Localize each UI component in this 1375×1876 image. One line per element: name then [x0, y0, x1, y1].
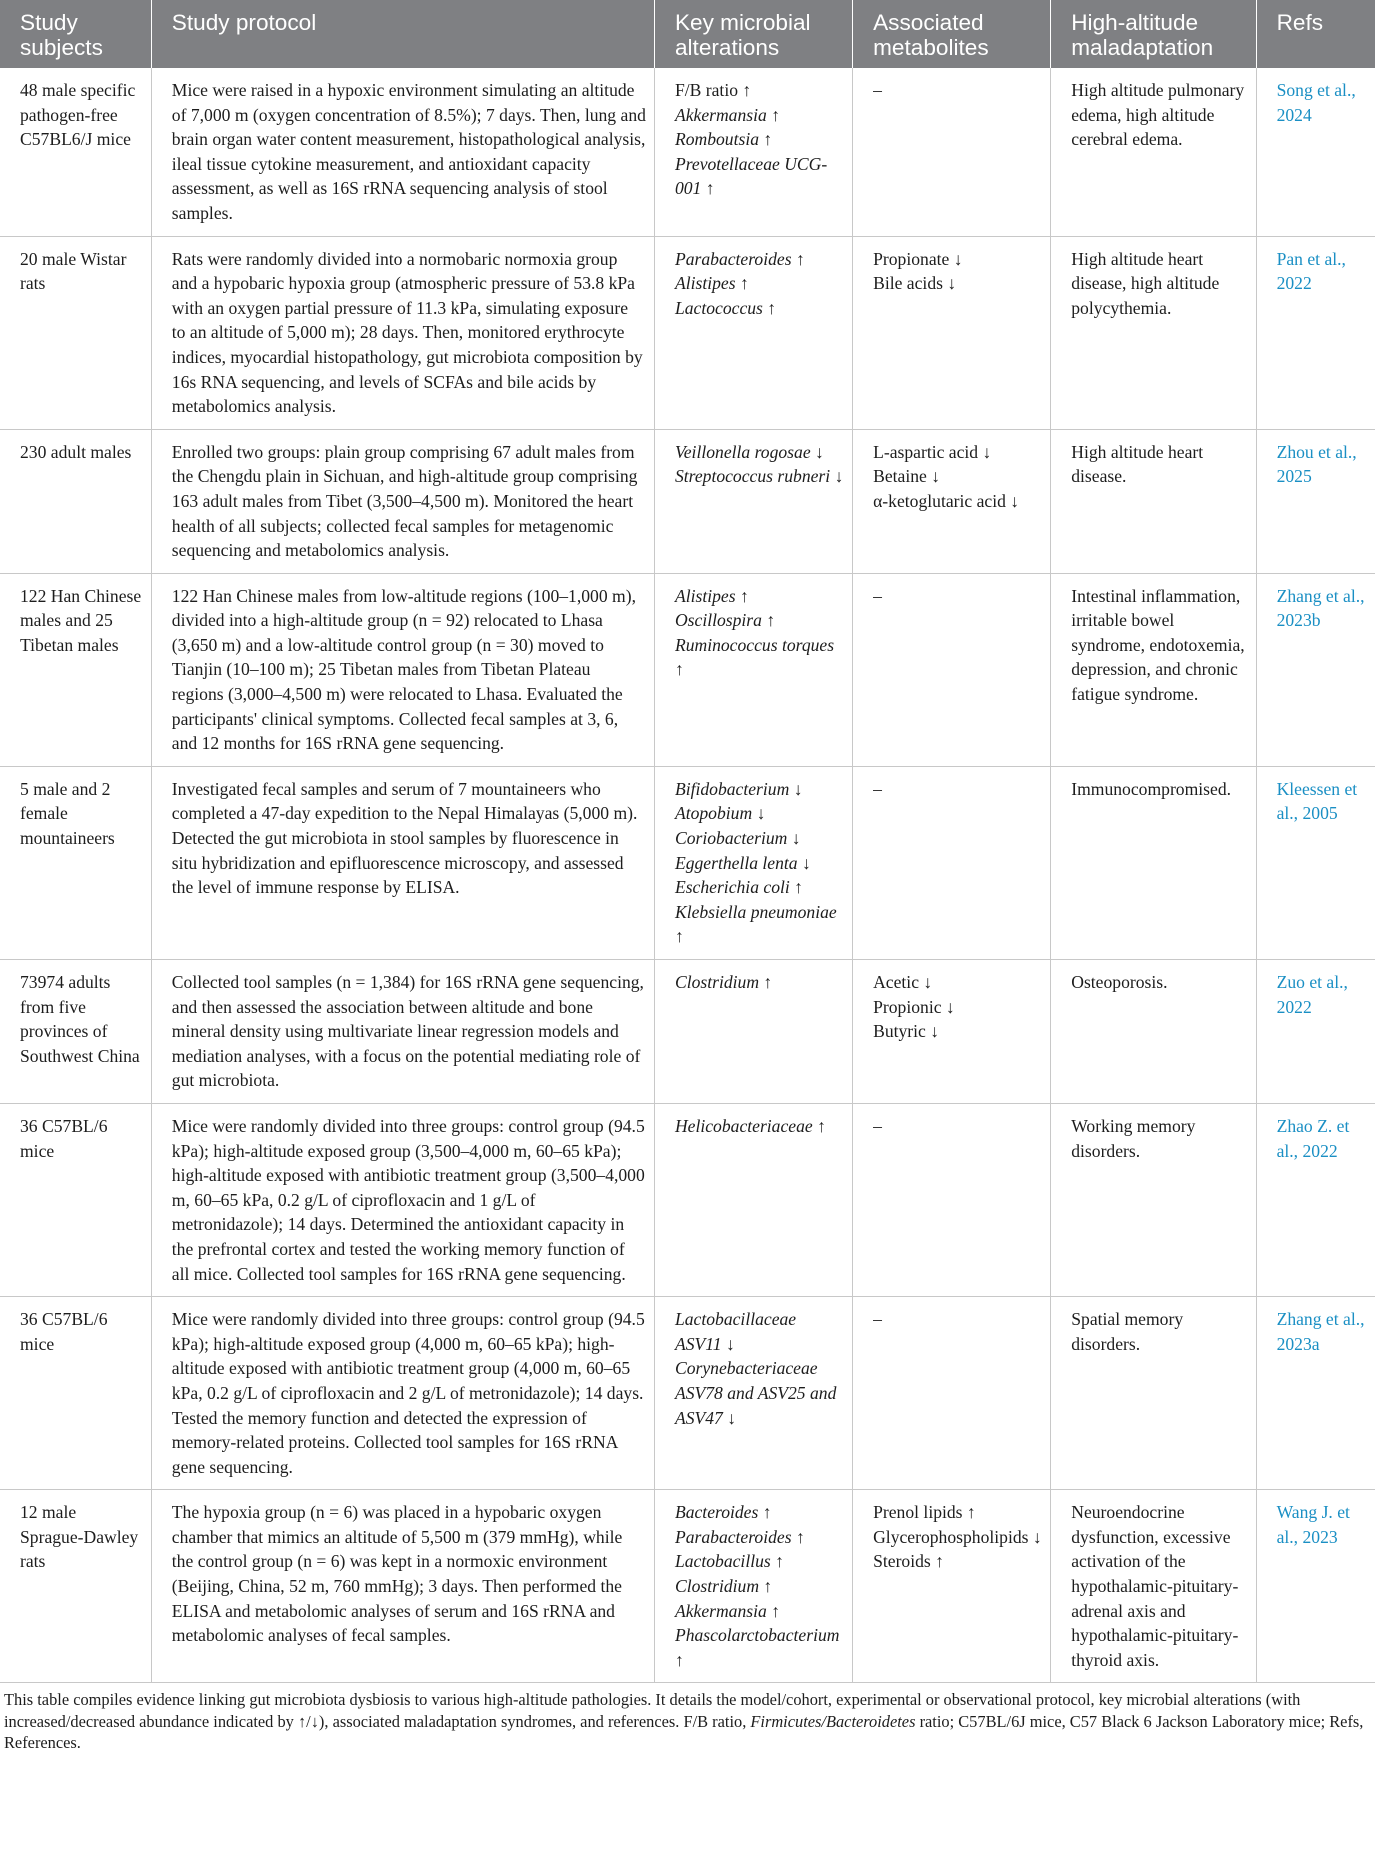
reference-cell: [1256, 1103, 1375, 1296]
maladaptation-cell: Working memory disorders.: [1051, 1103, 1256, 1296]
microbial-alteration-item: Veillonella rogosae ↓: [674, 441, 824, 462]
microbial-alteration-item: Clostridium ↑: [674, 972, 773, 992]
maladaptation-cell: Osteoporosis.: [1051, 960, 1256, 1104]
metabolite-item: –: [873, 80, 882, 100]
study-subjects-cell: 36 C57BL/6 mice: [0, 1297, 151, 1490]
microbial-alteration-item: Eggerthella lenta ↓: [674, 852, 811, 873]
study-subjects-cell: 20 male Wistar rats: [0, 236, 151, 429]
reference-cell: [1256, 1490, 1375, 1683]
microbial-alteration-item: Atopobium ↓: [674, 803, 766, 824]
microbial-alterations-cell: [654, 1490, 852, 1683]
reference-link[interactable]: Zhao Z. et al., 2022: [1276, 1115, 1350, 1161]
study-subjects-cell: 12 male Sprague-Dawley rats: [0, 1490, 151, 1683]
metabolite-item: –: [873, 778, 882, 799]
table-row: [0, 1297, 1375, 1490]
reference-cell: [1256, 766, 1375, 959]
footnote-italic: Firmicutes/Bacteroidetes: [750, 1711, 916, 1731]
metabolite-item: –: [873, 585, 882, 606]
associated-metabolites-cell: [853, 960, 1051, 1104]
study-subjects-cell: 48 male specific pathogen-free C57BL6/J mice: [0, 68, 151, 236]
associated-metabolites-cell: [853, 1297, 1051, 1490]
microbial-alteration-item: Lactococcus ↑: [674, 297, 777, 318]
study-subjects-cell: 5 male and 2 female mountaineers: [0, 766, 151, 959]
study-protocol-cell: The hypoxia group (n = 6) was placed in a hypobaric oxygen chamber that mimics an altitude of 5,500 m (379 mmHg), while the control group (n = 6) was kept in a normoxic environment (Beijing, China, 52 m, 760 mmHg); 3 days. Then performed the ELISA and metabolomic analyses of serum and 16S rRNA and metabolomic analyses of fecal samples.: [151, 1490, 654, 1683]
microbial-alteration-item: Alistipes ↑: [674, 585, 749, 606]
reference-cell: [1256, 429, 1375, 573]
reference-cell: [1256, 68, 1375, 236]
table-row: [0, 573, 1375, 766]
microbial-alteration-item: Helicobacteriaceae ↑: [674, 1115, 826, 1136]
microbial-alteration-item: Alistipes ↑: [674, 273, 749, 294]
microbial-alterations-cell: [654, 960, 852, 1104]
associated-metabolites-cell: [853, 429, 1051, 573]
microbial-alteration-item: Klebsiella pneumoniae ↑: [674, 901, 837, 947]
footnote-text-2: ratio; C57BL/6J mice, C57 Black 6 Jackson Laboratory mice; Refs, References.: [4, 1711, 1364, 1752]
microbial-alteration-item: Coriobacterium ↓: [674, 828, 801, 849]
reference-cell: [1256, 573, 1375, 766]
microbial-alterations-cell: [654, 573, 852, 766]
microbial-alteration-item: Akkermansia ↑: [674, 104, 781, 125]
header-row: [0, 0, 1375, 68]
reference-cell: [1256, 236, 1375, 429]
maladaptation-cell: High altitude heart disease.: [1051, 429, 1256, 573]
microbial-alterations-cell: [654, 236, 852, 429]
microbial-alterations-cell: [654, 1103, 852, 1296]
header-associated-metabolites: Associated metabolites: [853, 0, 1051, 68]
associated-metabolites-cell: [853, 766, 1051, 959]
microbial-alteration-item: Romboutsia ↑: [674, 129, 773, 150]
study-protocol-cell: Rats were randomly divided into a normobaric normoxia group and a hypobaric hypoxia group (atmospheric pressure of 53.8 kPa with an oxygen partial pressure of 11.3 kPa, simulating exposure to an altitude of 5,000 m); 28 days. Then, monitored erythrocyte indices, myocardial histopathology, gut microbiota composition by 16s RNA sequencing, and levels of SCFAs and bile acids by metabolomics analysis.: [151, 236, 654, 429]
header-refs: Refs: [1256, 0, 1375, 68]
microbial-alteration-item: Prevotellaceae UCG-001 ↑: [674, 153, 828, 199]
associated-metabolites-cell: [853, 1103, 1051, 1296]
microbial-alteration-item: Lactobacillaceae ASV11 ↓: [674, 1309, 797, 1354]
table-body: [0, 68, 1375, 1683]
header-high-altitude-maladaptation: High-altitude maladaptation: [1051, 0, 1256, 68]
microbial-alteration-item: Escherichia coli ↑: [674, 877, 803, 898]
header-study-subjects: Study subjects: [0, 0, 151, 68]
study-protocol-cell: Investigated fecal samples and serum of 7 mountaineers who completed a 47-day expedition to the Nepal Himalayas (5,000 m). Detected the gut microbiota in stool samples by fluorescence in situ hybridization and epifluorescence microscopy, and assessed the level of immune response by ELISA.: [151, 766, 654, 959]
metabolite-item: Propionic ↓: [873, 996, 955, 1017]
associated-metabolites-cell: [853, 68, 1051, 236]
header-study-protocol: Study protocol: [151, 0, 654, 68]
table-row: [0, 68, 1375, 236]
reference-cell: [1256, 1297, 1375, 1490]
microbial-alteration-item: Corynebacteriaceae ASV78 and ASV25 and ASV47 ↓: [674, 1358, 837, 1428]
reference-link[interactable]: Kleessen et al., 2005: [1276, 778, 1358, 824]
microbial-alteration-item: Oscillospira ↑: [674, 610, 776, 631]
study-subjects-cell: 73974 adults from five provinces of Southwest China: [0, 960, 151, 1104]
microbial-alteration-item: Akkermansia ↑: [674, 1600, 781, 1621]
associated-metabolites-cell: [853, 573, 1051, 766]
metabolite-item: Butyric ↓: [873, 1021, 940, 1042]
footnote-text-1: This table compiles evidence linking gut microbiota dysbiosis to various high-altitude pathologies. It details the model/cohort, experimental or observational protocol, key microbial alterations (with increased/decreased abundance indicated by ↑/↓), associated maladaptation syndromes, and references. F/B ratio,: [4, 1690, 1301, 1731]
maladaptation-cell: High altitude heart disease, high altitude polycythemia.: [1051, 236, 1256, 429]
table-row: [0, 960, 1375, 1104]
study-protocol-cell: Mice were raised in a hypoxic environment simulating an altitude of 7,000 m (oxygen concentration of 8.5%); 7 days. Then, lung and brain organ water content measurement, histopathological analysis, ileal tissue cytokine measurement, and antioxidant capacity assessment, as well as 16S rRNA sequencing analysis of stool samples.: [151, 68, 654, 236]
microbial-alteration-item: Streptococcus rubneri ↓: [674, 466, 844, 487]
microbial-alterations-cell: [654, 1297, 852, 1490]
microbial-alteration-item: Phascolarctobacterium ↑: [674, 1625, 840, 1670]
table-row: [0, 429, 1375, 573]
maladaptation-cell: High altitude pulmonary edema, high altitude cerebral edema.: [1051, 68, 1256, 236]
microbial-alteration-item: F/B ratio ↑: [674, 80, 752, 100]
associated-metabolites-cell: [853, 236, 1051, 429]
metabolite-item: Acetic ↓: [873, 972, 933, 992]
maladaptation-cell: Neuroendocrine dysfunction, excessive activation of the hypothalamic-pituitary-adrenal axis and hypothalamic-pituitary-thyroid axis.: [1051, 1490, 1256, 1683]
header-key-microbial-alterations: Key microbial alterations: [654, 0, 852, 68]
microbial-alteration-item: Lactobacillus ↑: [674, 1551, 784, 1572]
table-footnote: [0, 1689, 1375, 1753]
metabolite-item: α-ketoglutaric acid ↓: [873, 490, 1020, 511]
reference-link[interactable]: Zuo et al., 2022: [1276, 972, 1348, 1017]
microbial-alterations-cell: [654, 766, 852, 959]
metabolite-item: –: [873, 1115, 882, 1136]
microbial-alteration-item: Ruminococcus torques ↑: [674, 634, 835, 680]
table-row: [0, 1103, 1375, 1296]
reference-link[interactable]: Wang J. et al., 2023: [1276, 1502, 1350, 1547]
study-protocol-cell: 122 Han Chinese males from low-altitude regions (100–1,000 m), divided into a high-altitude group (n = 92) relocated to Lhasa (3,650 m) and a low-altitude control group (n = 30) moved to Tianjin (10–100 m); 25 Tibetan males from Tibetan Plateau regions (3,000–4,500 m) were relocated to Lhasa. Evaluated the participants' clinical symptoms. Collected fecal samples at 3, 6, and 12 months for 16S rRNA gene sequencing.: [151, 573, 654, 766]
table-row: [0, 1490, 1375, 1683]
microbial-alterations-cell: [654, 429, 852, 573]
study-subjects-cell: 230 adult males: [0, 429, 151, 573]
study-protocol-cell: Mice were randomly divided into three groups: control group (94.5 kPa); high-altitude exposed group (4,000 m, 60–65 kPa); high-altitude exposed with antibiotic treatment group (4,000 m, 60–65 kPa, 0.2 g/L of ciprofloxacin and 2 g/L of metronidazole); 14 days. Tested the memory function and detected the expression of memory-related proteins. Collected tool samples for 16S rRNA gene sequencing.: [151, 1297, 654, 1490]
microbial-alteration-item: Parabacteroides ↑: [674, 248, 805, 269]
study-protocol-cell: Mice were randomly divided into three groups: control group (94.5 kPa); high-altitude exposed group (3,500–4,000 m, 60–65 kPa); high-altitude exposed with antibiotic treatment group (3,500–4,000 m, 60–65 kPa, 0.2 g/L of ciprofloxacin and 1 g/L of metronidazole); 14 days. Determined the antioxidant capacity in the prefrontal cortex and tested the working memory function of all mice. Collected tool samples for 16S rRNA gene sequencing.: [151, 1103, 654, 1296]
microbial-alteration-item: Bacteroides ↑: [674, 1502, 772, 1523]
metabolite-item: Prenol lipids ↑: [873, 1502, 976, 1523]
study-subjects-cell: 122 Han Chinese males and 25 Tibetan males: [0, 573, 151, 766]
reference-link[interactable]: Pan et al., 2022: [1276, 248, 1346, 294]
associated-metabolites-cell: [853, 1490, 1051, 1683]
metabolite-item: Glycerophospholipids ↓: [873, 1526, 1042, 1547]
table-row: [0, 766, 1375, 959]
maladaptation-cell: Immunocompromised.: [1051, 766, 1256, 959]
metabolite-item: Propionate ↓: [873, 248, 963, 269]
microbial-alterations-cell: [654, 68, 852, 236]
maladaptation-cell: Spatial memory disorders.: [1051, 1297, 1256, 1490]
metabolite-item: Bile acids ↓: [873, 273, 957, 294]
study-protocol-cell: Enrolled two groups: plain group comprising 67 adult males from the Chengdu plain in Sichuan, and high-altitude group comprising 163 adult males from Tibet (3,500–4,500 m). Monitored the heart health of all subjects; collected fecal samples for metagenomic sequencing and metabolomics analysis.: [151, 429, 654, 573]
table-row: [0, 236, 1375, 429]
study-subjects-cell: 36 C57BL/6 mice: [0, 1103, 151, 1296]
reference-link[interactable]: Zhou et al., 2025: [1276, 441, 1357, 487]
microbial-alteration-item: Parabacteroides ↑: [674, 1526, 805, 1547]
study-protocol-cell: Collected tool samples (n = 1,384) for 16S rRNA gene sequencing, and then assessed the association between altitude and bone mineral density using multivariate linear regression models and mediation analyses, with a focus on the potential mediating role of gut microbiota.: [151, 960, 654, 1104]
reference-link[interactable]: Song et al., 2024: [1276, 80, 1356, 125]
metabolite-item: Steroids ↑: [873, 1551, 944, 1572]
metabolite-item: L-aspartic acid ↓: [873, 441, 992, 462]
microbial-alteration-item: Bifidobacterium ↓: [674, 778, 803, 799]
microbial-alteration-item: Clostridium ↑: [674, 1576, 773, 1597]
metabolite-item: –: [873, 1309, 882, 1330]
reference-link[interactable]: Zhang et al., 2023a: [1276, 1309, 1365, 1354]
maladaptation-cell: Intestinal inflammation, irritable bowel syndrome, endotoxemia, depression, and chronic fatigue syndrome.: [1051, 573, 1256, 766]
metabolite-item: Betaine ↓: [873, 466, 941, 487]
reference-link[interactable]: Zhang et al., 2023b: [1276, 585, 1365, 631]
reference-cell: [1256, 960, 1375, 1104]
